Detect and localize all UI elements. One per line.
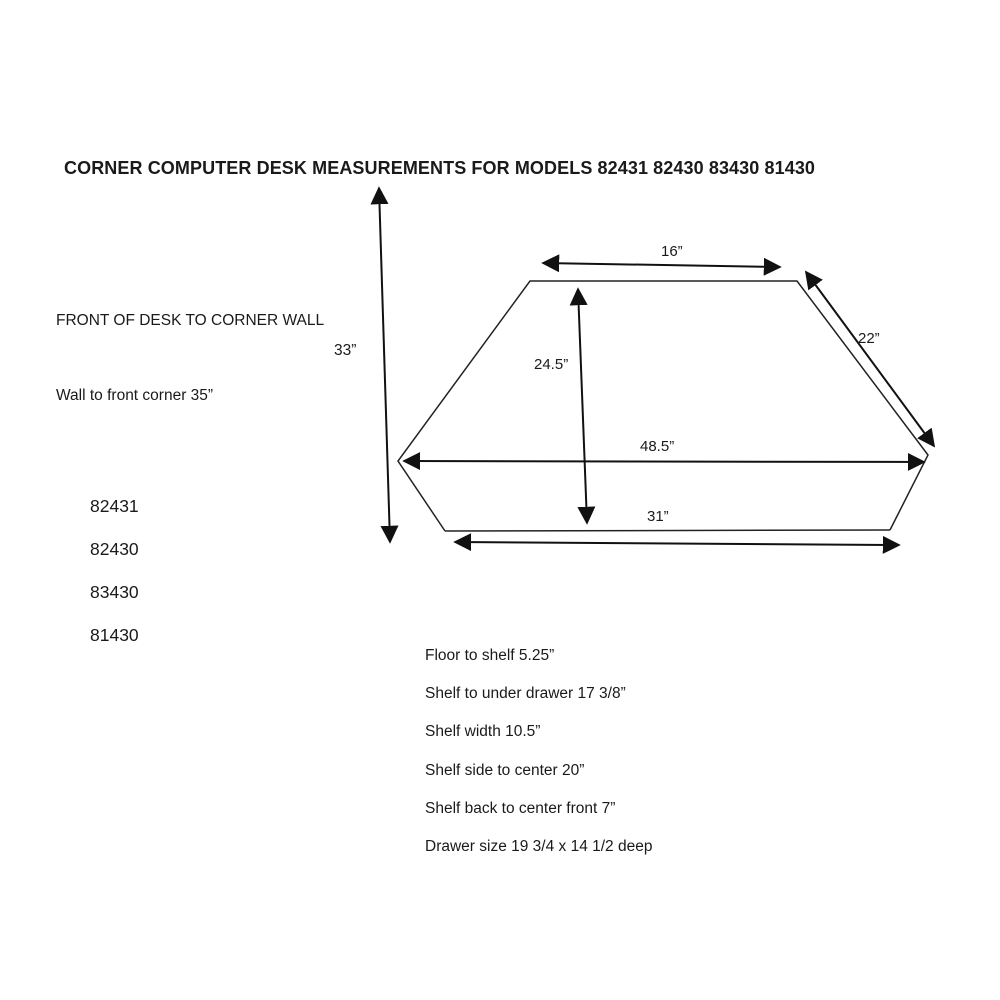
spec-item: Shelf side to center 20” [425, 762, 585, 779]
spec-item: Shelf back to center front 7” [425, 800, 616, 817]
spec-item: Drawer size 19 3/4 x 14 1/2 deep [425, 838, 653, 855]
top-width-arrow [543, 263, 780, 267]
top-width-label: 16” [661, 243, 683, 260]
side-length-arrow [806, 272, 934, 446]
spec-item: Shelf width 10.5” [425, 723, 541, 740]
model-number: 82431 [90, 496, 139, 516]
spec-item: Floor to shelf 5.25” [425, 647, 555, 664]
wall-to-front-label: Wall to front corner 35” [56, 387, 214, 404]
depth-arrow [578, 289, 587, 523]
desk-front-edge [445, 530, 890, 531]
front-width-arrow [455, 542, 899, 545]
front-width-label: 31” [647, 508, 669, 525]
desk-outline [398, 281, 928, 531]
model-number: 83430 [90, 582, 139, 602]
model-number: 82430 [90, 539, 139, 559]
front-to-corner-arrow [379, 188, 390, 542]
spec-item: Shelf to under drawer 17 3/8” [425, 685, 626, 702]
side-length-label: 22” [858, 330, 880, 347]
depth-label: 24.5” [534, 356, 569, 373]
model-number: 81430 [90, 625, 139, 645]
page-title: CORNER COMPUTER DESK MEASUREMENTS FOR MODELS 82431 82430 83430 81430 [64, 158, 816, 178]
front-to-corner-label: FRONT OF DESK TO CORNER WALL [56, 312, 325, 329]
full-width-label: 48.5” [640, 438, 675, 455]
full-width-arrow [404, 461, 924, 462]
front-to-corner-value: 33” [334, 342, 357, 359]
